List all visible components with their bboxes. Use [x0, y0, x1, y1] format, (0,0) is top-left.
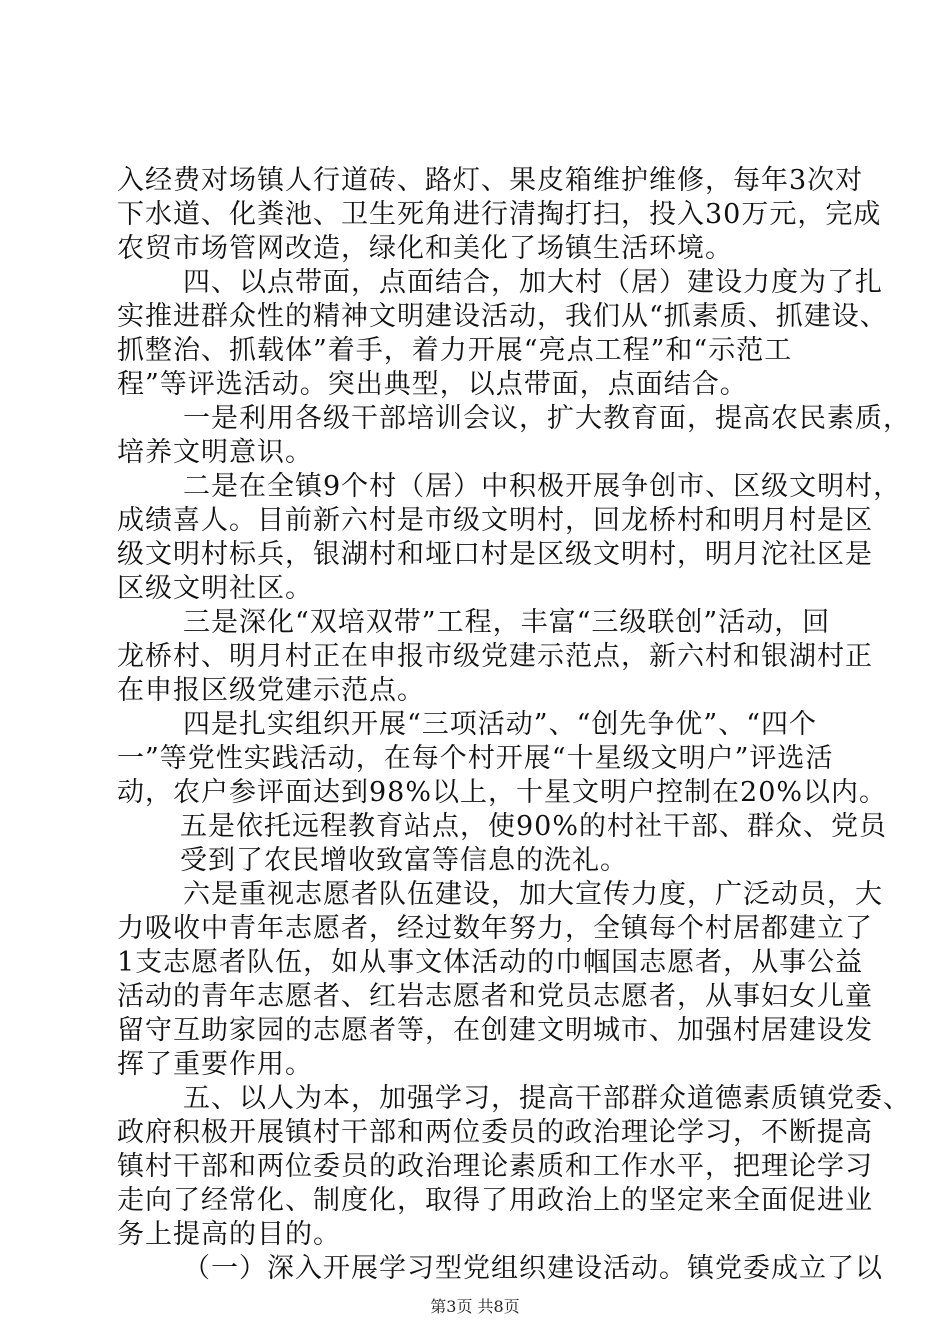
text-line: 级文明村标兵，银湖村和垭口村是区级文明村，明月沱社区是: [117, 539, 873, 570]
text-line: 成绩喜人。目前新六村是市级文明村，回龙桥村和明月村是区: [117, 505, 873, 536]
text-line: 挥了重要作用。: [117, 1049, 313, 1080]
text-line: 务上提高的目的。: [117, 1219, 341, 1250]
text-line: 1支志愿者队伍，如从事文体活动的巾帼国志愿者，从事公益: [117, 947, 864, 978]
text-line: 入经费对场镇人行道砖、路灯、果皮箱维护维修，每年3次对: [117, 165, 864, 196]
text-line: 走向了经常化、制度化，取得了用政治上的坚定来全面促进业: [117, 1185, 873, 1216]
text-line: 动，农户参评面达到98%以上，十星文明户控制在20%以内。: [117, 777, 888, 808]
text-line: 力吸收中青年志愿者，经过数年努力，全镇每个村居都建立了: [117, 913, 873, 944]
text-line: 四是扎实组织开展“三项活动”、“创先争优”、“四个: [183, 709, 818, 740]
text-line: 龙桥村、明月村正在申报市级党建示范点，新六村和银湖村正: [117, 641, 873, 672]
text-line: 抓整治、抓载体”着手，着力开展“亮点工程”和“示范工: [117, 335, 793, 366]
text-line: 三是深化“双培双带”工程，丰富“三级联创”活动，回: [183, 607, 831, 638]
text-line: 五、以人为本，加强学习，提高干部群众道德素质镇党委、: [183, 1083, 911, 1114]
text-line: 实推进群众性的精神文明建设活动，我们从“抓素质、抓建设、: [117, 301, 888, 332]
text-line: 下水道、化粪池、卫生死角进行清掏打扫，投入30万元，完成: [117, 199, 882, 230]
text-line: 活动的青年志愿者、红岩志愿者和党员志愿者，从事妇女儿童: [117, 981, 873, 1012]
text-line: 留守互助家园的志愿者等，在创建文明城市、加强村居建设发: [117, 1015, 873, 1046]
text-line: 政府积极开展镇村干部和两位委员的政治理论学习，不断提高: [117, 1117, 873, 1148]
page-number: 第3页 共8页: [430, 1297, 520, 1316]
text-line: （一）深入开展学习型党组织建设活动。镇党委成立了以: [183, 1253, 883, 1284]
text-line: 区级文明社区。: [117, 573, 313, 604]
text-line: 一是利用各级干部培训会议，扩大教育面，提高农民素质，: [183, 403, 911, 434]
text-line: 六是重视志愿者队伍建设，加大宣传力度，广泛动员，大: [183, 879, 883, 910]
text-line: 五是依托远程教育站点，使90%的村社干部、群众、党员: [180, 811, 888, 842]
text-line: 程”等评选活动。突出典型，以点带面，点面结合。: [117, 369, 748, 400]
text-line: 二是在全镇9个村（居）中积极开展争创市、区级文明村，: [183, 471, 902, 502]
text-line: 农贸市场管网改造，绿化和美化了场镇生活环境。: [117, 233, 733, 264]
text-line: 培养文明意识。: [117, 437, 313, 468]
text-line: 在申报区级党建示范点。: [117, 675, 425, 706]
text-line: 镇村干部和两位委员的政治理论素质和工作水平，把理论学习: [117, 1151, 873, 1182]
text-line: 受到了农民增收致富等信息的洗礼。: [180, 845, 628, 876]
text-line: 一”等党性实践活动，在每个村开展“十星级文明户”评选活: [117, 743, 834, 774]
text-line: 四、以点带面，点面结合，加大村（居）建设力度为了扎: [183, 267, 883, 298]
